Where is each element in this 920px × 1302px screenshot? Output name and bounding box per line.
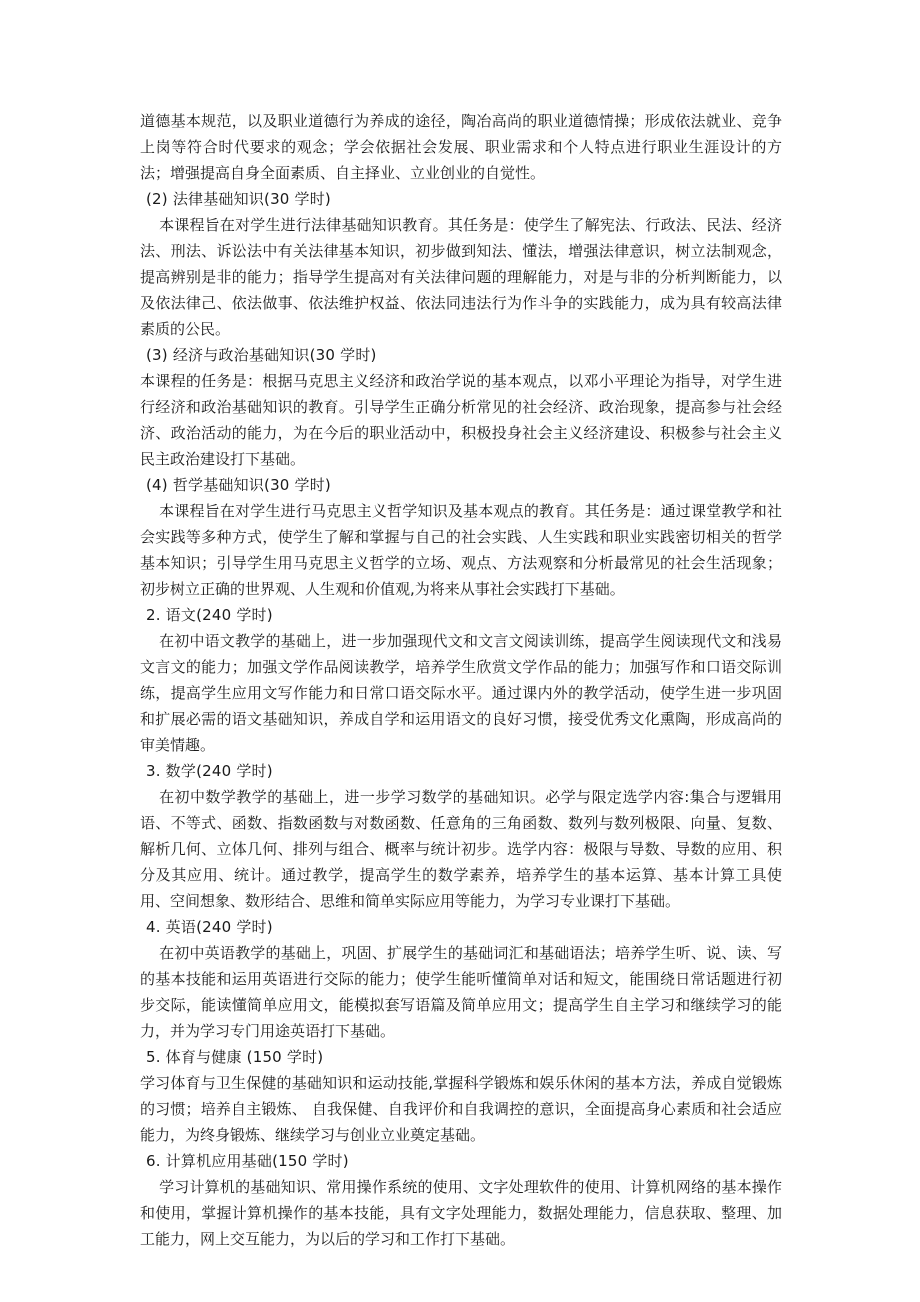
paragraph-economics-politics: 本课程的任务是：根据马克思主义经济和政治学说的基本观点，以邓小平理论为指导，对学生进行经济和政治基础知识的教育。引导学生正确分析常见的社会经济、政治现象，提高参与社会经济、政治活动的能力，为在今后的职业活动中，积极投身社会主义经济建设、积极参与社会主义民主政治建设打下基础。: [140, 372, 782, 468]
heading-pe-health: 5. 体育与健康 (150 学时): [146, 1048, 324, 1066]
heading-math: 3. 数学(240 学时): [146, 762, 273, 780]
heading-computer-basics: 6. 计算机应用基础(150 学时): [146, 1152, 349, 1170]
paragraph-pe-health: 学习体育与卫生保健的基础知识和运动技能,掌握科学锻炼和娱乐休闲的基本方法，养成自觉锻炼的习惯；培养自主锻炼、 自我保健、自我评价和自我调控的意识，全面提高身心素质和社会适应能力，为终身锻炼、继续学习与创业立业奠定基础。: [140, 1074, 782, 1144]
heading-philosophy: (4) 哲学基础知识(30 学时): [146, 476, 331, 494]
heading-chinese: 2. 语文(240 学时): [146, 606, 273, 624]
heading-english: 4. 英语(240 学时): [146, 918, 273, 936]
paragraph-chinese: 在初中语文教学的基础上，进一步加强现代文和文言文阅读训练，提高学生阅读现代文和浅易文言文的能力；加强文学作品阅读教学，培养学生欣赏文学作品的能力；加强写作和口语交际训练，提高学生应用文写作能力和日常口语交际水平。通过课内外的教学活动，使学生进一步巩固和扩展必需的语文基础知识，养成自学和运用语文的良好习惯，接受优秀文化熏陶，形成高尚的审美情趣。: [140, 632, 782, 754]
paragraph-philosophy: 本课程旨在对学生进行马克思主义哲学知识及基本观点的教育。其任务是：通过课堂教学和社会实践等多种方式，使学生了解和掌握与自己的社会实践、人生实践和职业实践密切相关的哲学基本知识；引导学生用马克思主义哲学的立场、观点、方法观察和分析最常见的社会生活现象；初步树立正确的世界观、人生观和价值观,为将来从事社会实践打下基础。: [140, 502, 782, 598]
heading-economics-politics: (3) 经济与政治基础知识(30 学时): [146, 346, 377, 364]
paragraph-law-basics: 本课程旨在对学生进行法律基础知识教育。其任务是：使学生了解宪法、行政法、民法、经济法、刑法、诉讼法中有关法律基本知识，初步做到知法、懂法，增强法律意识，树立法制观念，提高辨别是非的能力；指导学生提高对有关法律问题的理解能力，对是与非的分析判断能力，以及依法律己、依法做事、依法维护权益、依法同违法行为作斗争的实践能力，成为具有较高法律素质的公民。: [140, 216, 782, 338]
document-page: [140, 108, 782, 1252]
heading-law-basics: (2) 法律基础知识(30 学时): [146, 190, 331, 208]
paragraph-computer-basics: 学习计算机的基础知识、常用操作系统的使用、文字处理软件的使用、计算机网络的基本操作和使用，掌握计算机操作的基本技能，具有文字处理能力，数据处理能力，信息获取、整理、加工能力，网上交互能力，为以后的学习和工作打下基础。: [140, 1178, 782, 1248]
paragraph-math: 在初中数学教学的基础上，进一步学习数学的基础知识。必学与限定选学内容:集合与逻辑用语、不等式、函数、指数函数与对数函数、任意角的三角函数、数列与数列极限、向量、复数、解析几何、立体几何、排列与组合、概率与统计初步。选学内容：极限与导数、导数的应用、积分及其应用、统计。通过教学，提高学生的数学素养，培养学生的基本运算、基本计算工具使用、空间想象、数形结合、思维和简单实际应用等能力，为学习专业课打下基础。: [140, 788, 782, 910]
paragraph-english: 在初中英语教学的基础上，巩固、扩展学生的基础词汇和基础语法；培养学生听、说、读、写的基本技能和运用英语进行交际的能力；使学生能听懂简单对话和短文，能围绕日常话题进行初步交际，能读懂简单应用文，能模拟套写语篇及简单应用文；提高学生自主学习和继续学习的能力，并为学习专门用途英语打下基础。: [140, 944, 782, 1040]
paragraph-intro-continuation: 道德基本规范，以及职业道德行为养成的途径，陶冶高尚的职业道德情操；形成依法就业、竞争上岗等符合时代要求的观念；学会依据社会发展、职业需求和个人特点进行职业生涯设计的方法；增强提高自身全面素质、自主择业、立业创业的自觉性。: [140, 112, 782, 182]
